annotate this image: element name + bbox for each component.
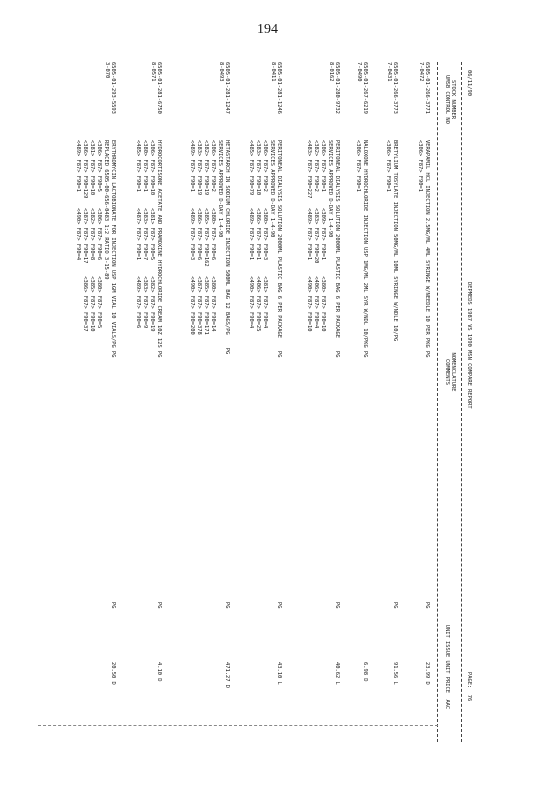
comment: SERVICES APPROVED D-DAY 1-4-90 — [327, 140, 333, 238]
nomenclature: PERITONEAL DIALYSIS SOLUTION 2000ML PLASTIC BAG 6 PER PACKAGE PG — [276, 140, 282, 358]
unit-price: 23.99 D — [424, 662, 430, 685]
issue-codes: <382> F87> F90=19 <385> F87> F90=162 <385> F87> F90=171 — [203, 140, 209, 335]
nomenclature: ERYTHROMYCIN LACTOBIONATE FOR INJECTION USP 1GM VIAL 10 VIALS/PG PG — [110, 140, 116, 358]
unit-price: 91.56 L — [392, 662, 398, 685]
issue-codes: <306> F87> F90=1 — [417, 140, 423, 192]
unit-issue: PG — [392, 602, 398, 609]
stock-number: 6505-01-267-6219 7-0490 — [355, 62, 368, 114]
col-stock: STOCK NUMBER UMSB CONTROL NO — [443, 75, 456, 124]
page-number: 194 — [257, 22, 278, 37]
issue-codes: <306> F87> F90=5 <306> F87> F90=6 <380> F87> F90=5 — [96, 140, 102, 329]
issue-codes: <306> F87> F90=10 <381> F87> F90=5 <382> F87> F90=19 — [149, 140, 155, 332]
issue-codes: <485> F87> F90=79 <489> F87> F90=1 <490> F87> F90=4 — [248, 140, 254, 329]
unit-price: 43.10 L — [276, 662, 282, 685]
report-sheet — [32, 62, 472, 742]
unit-price: 40.62 L — [334, 662, 340, 685]
unit-issue: PG — [110, 602, 116, 609]
report-page: PAGE: 76 — [466, 672, 472, 702]
stock-number: 6505-01-293-5593 3-070 — [103, 62, 116, 114]
stock-number: 6505-01-266-3773 7-0431 — [385, 62, 398, 114]
nomenclature: BRETYLIUM TOSYLATE INJECTION 50MG/ML 10ML SYRINGE W/NDLE 10/PG — [392, 140, 398, 342]
issue-codes: <306> F87> F90=1 — [385, 140, 391, 192]
unit-issue: PG — [334, 602, 340, 609]
issue-codes: <306> F87> F90=1 <309> F87> F90=1 <380> F87> F90=10 — [320, 140, 326, 332]
unit-price: 6.98 D — [362, 662, 368, 682]
issue-codes: <381> F87> F90=10 <382> F87> F90=8 <385> F87> F90=10 — [89, 140, 95, 332]
stock-number: 6505-01-281-6750 8-0571 — [149, 62, 162, 114]
unit-price: 471.27 D — [224, 662, 230, 688]
nomenclature: HETASTARCH IN SODIUM CHLORIDE INJECTION 500ML BAG 12 BAGS/PG PG — [224, 140, 230, 355]
issue-codes: <483> F87> F90=227 <489> F87> F90=1 <490> F87> F90=10 — [306, 140, 312, 332]
unit-issue: PG — [424, 602, 430, 609]
unit-issue: PG — [276, 602, 282, 609]
issue-codes: <489> F87> F90=1 <489> F87> F90=3 <490> F87> F90=200 — [189, 140, 195, 335]
unit-price: 20.50 D — [110, 662, 116, 685]
stock-number: 6505-01-281-1247 8-0493 — [217, 62, 230, 114]
right-margin-line — [38, 725, 438, 727]
issue-codes: <485> F87> F90=1 <487> F87> F90=1 <489> F87> F90=6 — [135, 140, 141, 329]
issue-codes: <380> F87> F90=1 <383> F87> F90=7 <383> F87> F90=9 — [142, 140, 148, 329]
issue-codes: <306> F87> F90=1 — [355, 140, 361, 192]
stock-number: 6505-01-280-9732 8-0162 — [327, 62, 340, 114]
issue-codes: <386> F87> F90=129 <387> F87> F90=17 <386> F87> F90=37 — [82, 140, 88, 332]
unit-issue: PG — [156, 602, 162, 609]
unit-issue: PG — [224, 602, 230, 609]
col-price: UNIT ISSUE UNIT PRICE AAC — [444, 624, 450, 710]
nomenclature: HYDROCORTISONE ACETATE AND PRAMOXINE HYDROCHLORIDE CREAM 10Z 12S PG — [156, 140, 162, 358]
header-rule — [461, 62, 462, 742]
issue-codes: <383> F87> F90=19 <386> F87> F90=6 <387> F87> F90=378 — [196, 140, 202, 335]
nomenclature: PERITONEAL DIALYSIS SOLUTION 2000ML PLASTIC BAG 6 PER PACKAGE PG — [334, 140, 340, 358]
column-rule — [437, 62, 438, 742]
col-nomenclature: NOMENCLATURE COMMENTS — [443, 352, 456, 392]
stock-number: 6505-01-266-3771 7-0472 — [417, 62, 430, 114]
report-title: DEPMEDS 1987 VS 1990 MSN COMPARE REPORT — [466, 282, 472, 409]
comment: SERVICES APPROVED D-DAY 1-4-90 — [217, 140, 223, 238]
report-header — [462, 62, 472, 742]
unit-price: 4.10 D — [156, 662, 162, 682]
stock-number: 6505-01-281-1246 8-0411 — [269, 62, 282, 114]
report-date: 06/11/90 — [466, 70, 472, 96]
comment: REPLACED 6505-00-656-0483 1:2 RATIO 3-15-89 — [103, 140, 109, 280]
nomenclature: VERAPAMIL HCL INJECTION 2.5MG/ML 4ML SYRINGE W/NEEDLE 10 PER PKG PG — [424, 140, 430, 358]
issue-codes: <383> F87> F90=10 <386> F87> F90=1 <406> F87> F90=25 — [255, 140, 261, 332]
issue-codes: <382> F87> F90=2 <383> F87> F90=20 <406> F87> F90=4 — [313, 140, 319, 329]
issue-codes: <306> F87> F90=2 <380> F87> F90=6 <380> F87> F90=14 — [210, 140, 216, 332]
comment: SERVICES APPROVED D-DAY 1-4-90 — [269, 140, 275, 238]
nomenclature: NALOXONE HYDROCHLORIDE INJECTION USP 1MG/ML 2ML SYR W/NDL 10/PKG PG — [362, 140, 368, 358]
issue-codes: <306> F87> F90=2 <380> F87> F90=3 <381> F87> F90=4 — [262, 140, 268, 329]
issue-codes: <489> F87> F90=1 <490> F87> F90=4 — [75, 140, 81, 261]
